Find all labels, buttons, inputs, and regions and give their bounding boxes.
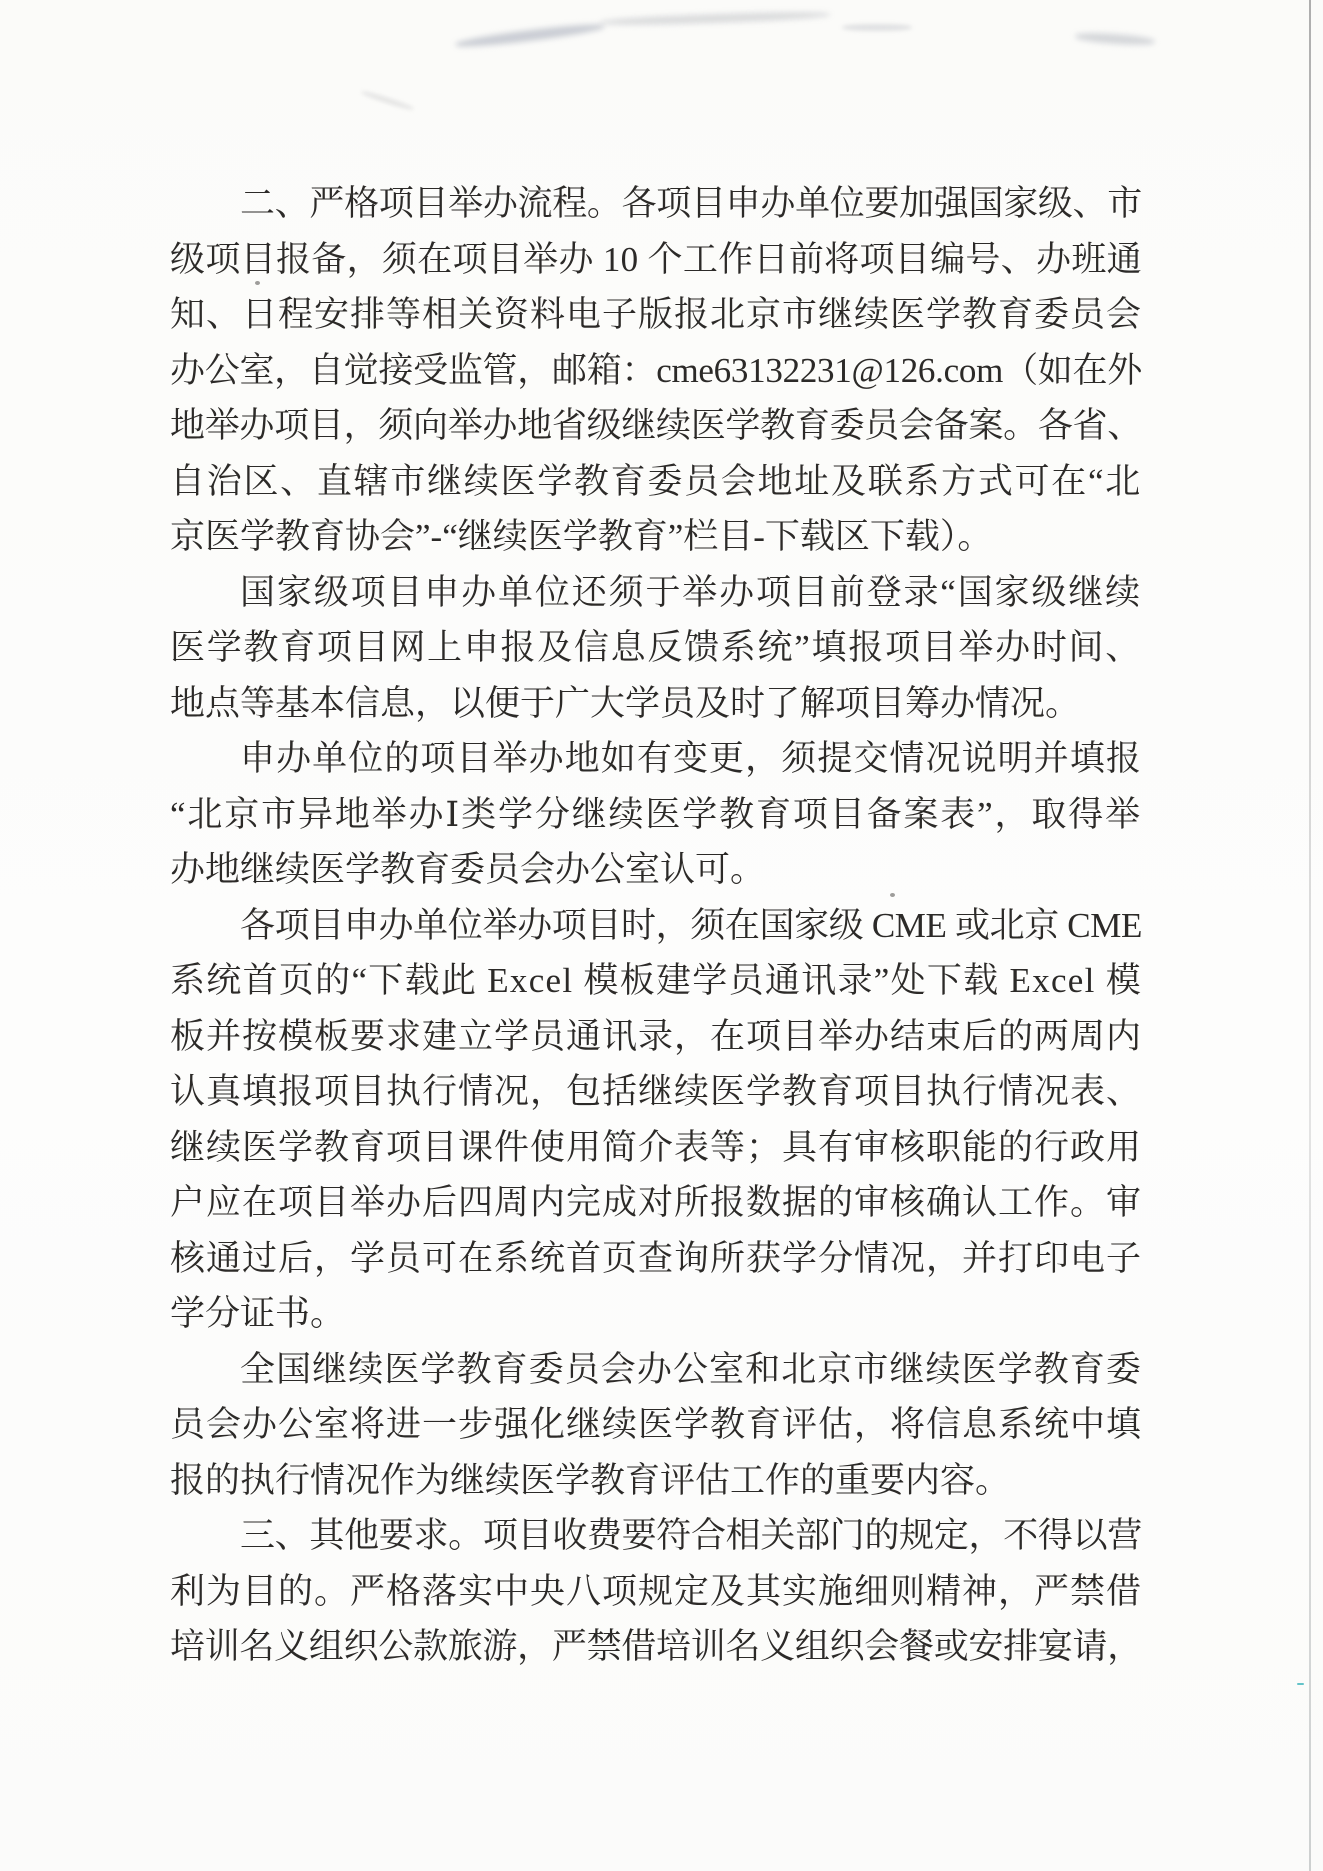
text-line (170, 898, 1142, 954)
text-line (170, 287, 1142, 343)
text-line-content: 培训名义组织公款旅游，严禁借培训名义组织会餐或安排宴请， (170, 1627, 1142, 1666)
text-line-content: 核通过后，学员可在系统首页查询所获学分情况，并打印电子 (170, 1238, 1142, 1278)
text-line (170, 454, 1142, 510)
text-line-content: 继续医学教育项目课件使用简介表等；具有审核职能的行政用 (170, 1127, 1142, 1167)
text-line-content: 认真填报项目执行情况，包括继续医学教育项目执行情况表、 (170, 1072, 1142, 1111)
document-text-block (170, 176, 1142, 1675)
text-line-content: 利为目的。严格落实中央八项规定及其实施细则精神，严禁借 (170, 1571, 1142, 1611)
text-line-content: 办公室，自觉接受监管，邮箱：cme63132231@126.com（如在外 (170, 350, 1142, 390)
scan-edge-line (1309, 0, 1311, 1871)
text-line (170, 1286, 1142, 1342)
text-line-content: “北京市异地举办Ⅰ类学分继续医学教育项目备案表”，取得举 (170, 794, 1142, 834)
scanner-color-speck (1297, 1683, 1304, 1685)
text-line-content: 板并按模板要求建立学员通讯录，在项目举办结束后的两周内 (170, 1016, 1142, 1056)
text-line (170, 565, 1142, 621)
text-line-content: 地举办项目，须向举办地省级继续医学教育委员会备案。各省、 (170, 406, 1142, 445)
text-line-content: 知、日程安排等相关资料电子版报北京市继续医学教育委员会 (170, 295, 1142, 334)
text-line-content: 申办单位的项目举办地如有变更，须提交情况说明并填报 (240, 739, 1142, 778)
text-line-content: 地点等基本信息，以便于广大学员及时了解项目筹办情况。 (170, 683, 1081, 723)
text-line (170, 232, 1142, 288)
text-line-content: 国家级项目申办单位还须于举办项目前登录“国家级继续 (240, 572, 1142, 612)
text-line-content: 医学教育项目网上申报及信息反馈系统”填报项目举办时间、 (170, 628, 1142, 667)
text-line-content: 报的执行情况作为继续医学教育评估工作的重要内容。 (170, 1460, 1011, 1500)
text-line (170, 343, 1142, 399)
text-line (170, 1175, 1142, 1231)
text-line (170, 1397, 1142, 1453)
text-line-content: 三、其他要求。项目收费要符合相关部门的规定，不得以营 (240, 1516, 1142, 1555)
text-line (170, 176, 1142, 232)
text-line (170, 787, 1142, 843)
text-line-content: 二、严格项目举办流程。各项目申办单位要加强国家级、市 (240, 184, 1142, 223)
text-line (170, 1508, 1142, 1564)
text-line-content: 办地继续医学教育委员会办公室认可。 (170, 850, 766, 889)
text-line (170, 676, 1142, 732)
text-line (170, 398, 1142, 454)
text-line (170, 620, 1142, 676)
text-line-content: 学分证书。 (170, 1294, 346, 1333)
text-line (170, 1564, 1142, 1620)
text-line (170, 1453, 1142, 1509)
text-line (170, 1342, 1142, 1398)
text-line-content: 京医学教育协会”-“继续医学教育”栏目-下载区下载）。 (170, 517, 993, 556)
text-line-content: 全国继续医学教育委员会办公室和北京市继续医学教育委 (240, 1349, 1142, 1389)
text-line-content: 员会办公室将进一步强化继续医学教育评估，将信息系统中填 (170, 1405, 1142, 1444)
text-line (170, 731, 1142, 787)
text-line (170, 1120, 1142, 1176)
text-line-content: 自治区、直辖市继续医学教育委员会地址及联系方式可在“北 (170, 461, 1142, 501)
text-line (170, 842, 1142, 898)
text-line-content: 户应在项目举办后四周内完成对所报数据的审核确认工作。审 (170, 1183, 1142, 1222)
text-line-content: 级项目报备，须在项目举办 10 个工作日前将项目编号、办班通 (170, 239, 1142, 279)
text-line (170, 1619, 1142, 1675)
text-line (170, 1064, 1142, 1120)
text-line (170, 509, 1142, 565)
text-line-content: 系统首页的“下载此 Excel 模板建学员通讯录”处下载 Excel 模 (170, 961, 1142, 1000)
text-line (170, 1009, 1142, 1065)
text-line (170, 1231, 1142, 1287)
text-line (170, 953, 1142, 1009)
text-line-content: 各项目申办单位举办项目时，须在国家级 CME 或北京 CME (240, 905, 1142, 945)
